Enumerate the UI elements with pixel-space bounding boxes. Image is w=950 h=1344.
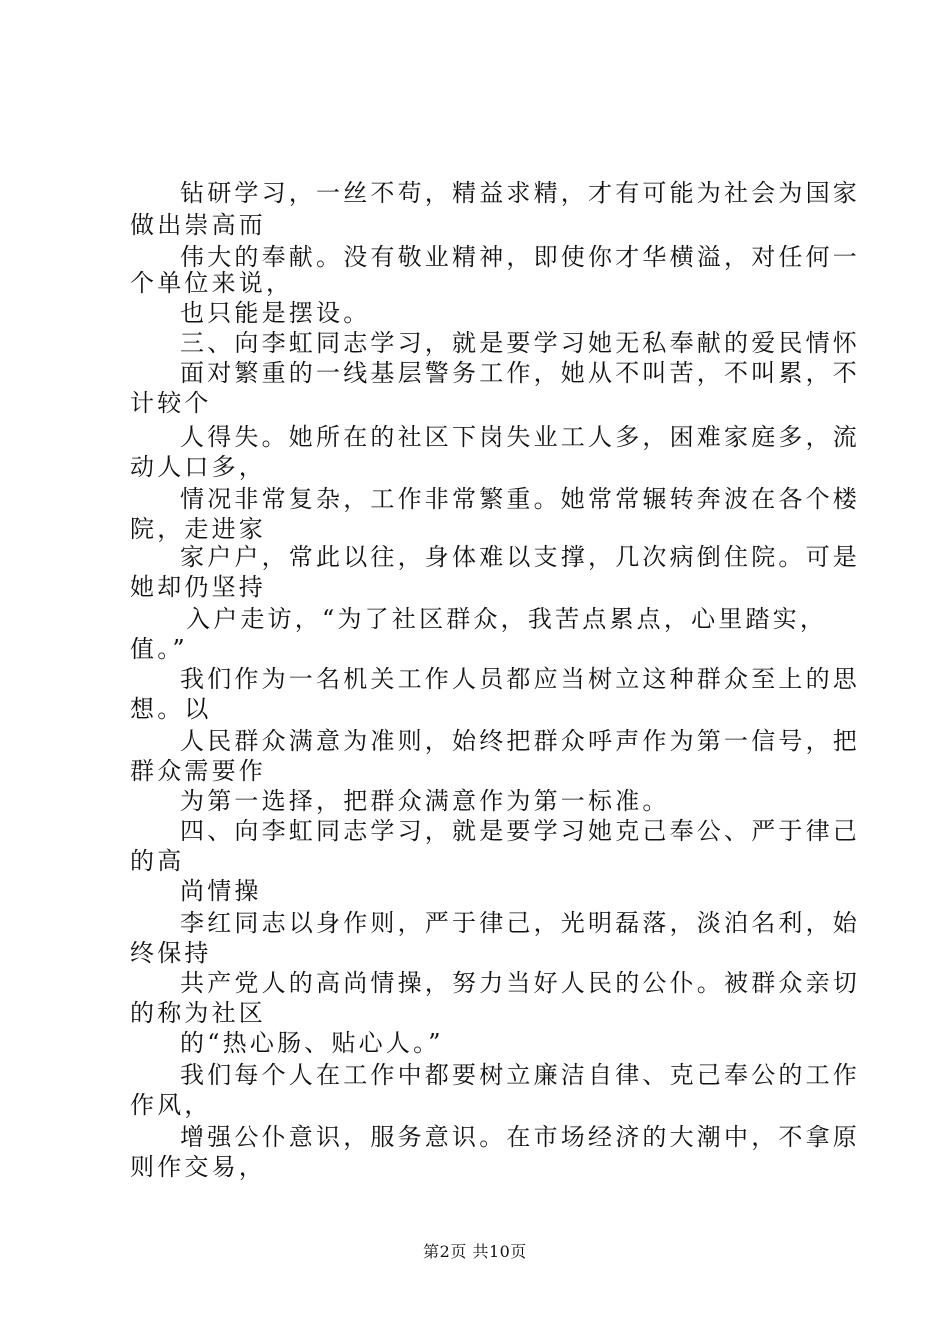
text-line-26: 终保持: [130, 939, 212, 967]
text-line-15: 入户走访，“为了社区群众，我苦点累点，心里踏实，: [186, 605, 828, 633]
text-line-6: 三、向李虹同志学习，就是要学习她无私奉献的爱民情怀: [180, 329, 860, 357]
text-line-8: 计较个: [130, 389, 212, 417]
text-line-4: 个单位来说，: [130, 269, 294, 297]
text-line-2: 做出崇高而: [130, 211, 266, 239]
text-line-29: 的“热心肠、贴心人。”: [180, 1029, 444, 1057]
page-number-footer: 第2页 共10页: [423, 1242, 527, 1261]
text-line-19: 人民群众满意为准则，始终把群众呼声作为第一信号，把: [180, 727, 860, 755]
text-line-9: 人得失。她所在的社区下岗失业工人多，困难家庭多，流: [180, 423, 860, 451]
text-line-10: 动人口多，: [130, 453, 266, 481]
text-line-22: 四、向李虹同志学习，就是要学习她克己奉公、严于律己: [180, 817, 860, 845]
text-line-21: 为第一选择，把群众满意作为第一标准。: [180, 787, 670, 815]
text-line-1: 钻研学习，一丝不苟，精益求精，才有可能为社会为国家: [180, 179, 860, 207]
text-line-13: 家户户，常此以往，身体难以支撑，几次病倒住院。可是: [180, 543, 860, 571]
text-line-11: 情况非常复杂，工作非常繁重。她常常辗转奔波在各个楼: [180, 485, 860, 513]
text-line-33: 则作交易，: [130, 1153, 266, 1181]
text-line-25: 李红同志以身作则，严于律己，光明磊落，淡泊名利，始: [180, 909, 860, 937]
text-line-31: 作风，: [130, 1091, 212, 1119]
text-line-23: 的高: [130, 847, 185, 875]
text-line-5: 也只能是摆设。: [180, 299, 371, 327]
text-line-32: 增强公仆意识，服务意识。在市场经济的大潮中，不拿原: [180, 1123, 860, 1151]
text-line-17: 我们作为一名机关工作人员都应当树立这种群众至上的思: [180, 665, 860, 693]
text-line-7: 面对繁重的一线基层警务工作，她从不叫苦，不叫累，不: [180, 359, 860, 387]
text-line-16: 值。”: [130, 635, 188, 663]
text-line-30: 我们每个人在工作中都要树立廉洁自律、克己奉公的工作: [180, 1061, 860, 1089]
text-line-28: 的称为社区: [130, 999, 266, 1027]
text-line-3: 伟大的奉献。没有敬业精神，即使你才华横溢，对任何一: [180, 243, 860, 271]
text-line-24: 尚情操: [180, 877, 262, 905]
text-line-12: 院，走进家: [130, 515, 266, 543]
text-line-27: 共产党人的高尚情操，努力当好人民的公仆。被群众亲切: [180, 969, 860, 997]
text-line-18: 想。以: [130, 695, 212, 723]
text-line-14: 她却仍坚持: [130, 573, 266, 601]
text-line-20: 群众需要作: [130, 757, 266, 785]
